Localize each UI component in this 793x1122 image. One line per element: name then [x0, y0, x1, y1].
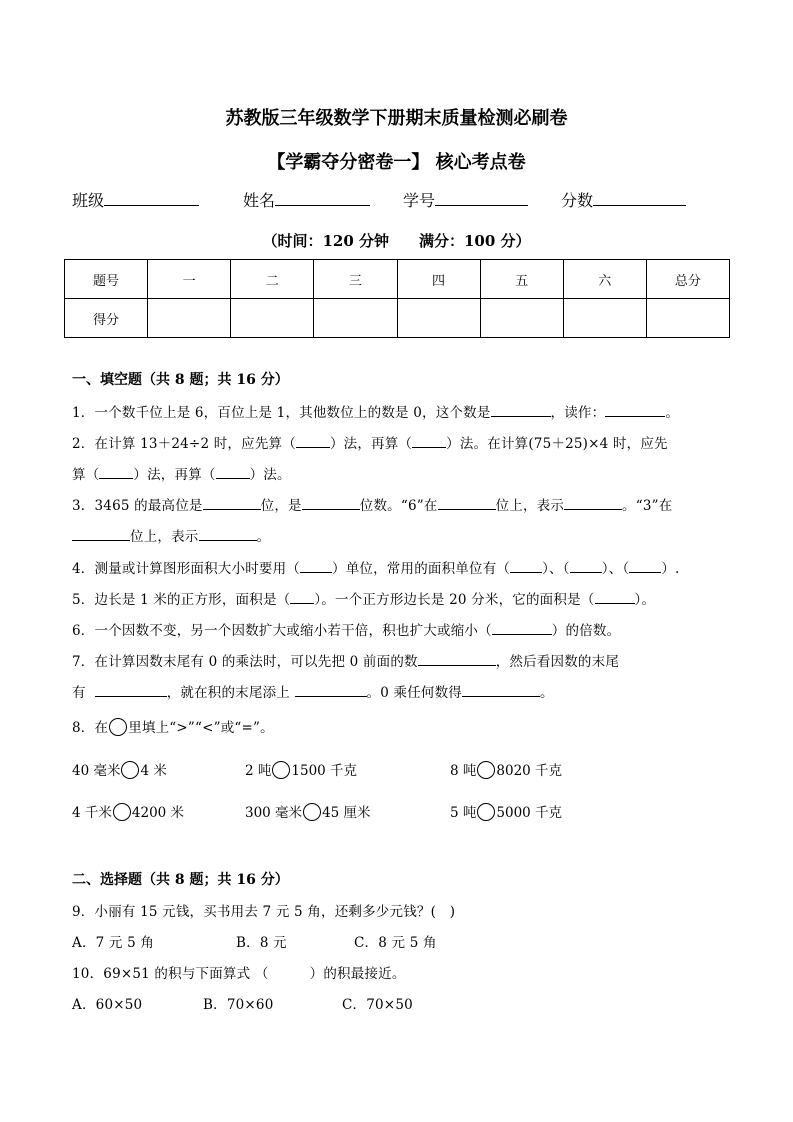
q4-text-b: ）单位，常用的面积单位有（ — [332, 561, 511, 577]
q9-option-c[interactable]: C．8 元 5 角 — [354, 935, 437, 951]
table-cell: 总分 — [646, 260, 729, 299]
q9-option-a[interactable]: A．7 元 5 角 — [72, 935, 155, 951]
class-label: 班级 — [72, 191, 105, 210]
q3-blank-4[interactable] — [564, 497, 622, 510]
compare-circle-input[interactable] — [272, 761, 290, 779]
q10-option-c[interactable]: C．70×50 — [342, 997, 413, 1013]
q2-blank-2[interactable] — [412, 435, 446, 448]
q8-text-b: 里填上“>”“<”或“=”。 — [128, 720, 274, 736]
question-9: 9．小丽有 15 元钱，买书用去 7 元 5 角，还剩多少元钱？( ) — [72, 904, 456, 920]
q5-text-b: ）。一个正方形边长是 20 分米，它的面积是（ — [314, 592, 595, 608]
score-field — [561, 188, 686, 211]
score-input-cell[interactable] — [314, 299, 397, 338]
q7-text-a: 7．在计算因数末尾有 0 的乘法时，可以先把 0 前面的数 — [72, 654, 418, 670]
q7-text-f: 。 — [539, 685, 554, 701]
q4-text-e: ）. — [661, 561, 680, 577]
q4-blank-4[interactable] — [629, 560, 661, 573]
name-field — [243, 188, 370, 211]
q3-text-a: 3．3465 的最高位是 — [72, 498, 203, 514]
name-blank — [275, 191, 370, 206]
compare-left: 4 千米 — [72, 805, 112, 821]
table-cell: 题号 — [65, 260, 148, 299]
q4-blank-1[interactable] — [300, 560, 332, 573]
compare-circle-input[interactable] — [121, 761, 139, 779]
q5-blank-1[interactable] — [290, 591, 314, 604]
number-label: 学号 — [403, 191, 436, 210]
q3-text-d: 位上，表示 — [495, 498, 565, 514]
page-subtitle: 【学霸夺分密卷一】 核心考点卷 — [267, 152, 526, 173]
compare-left: 8 吨 — [450, 763, 477, 779]
q5-text-c: ）。 — [634, 592, 656, 608]
question-8 — [72, 716, 274, 736]
question-2-line-1 — [72, 432, 668, 452]
question-4 — [72, 557, 680, 577]
question-2-line-2 — [72, 463, 291, 483]
q3-blank-6[interactable] — [199, 528, 257, 541]
q1-text-b: ，读作： — [550, 405, 606, 421]
question-7-line-2 — [72, 681, 554, 701]
score-input-cell[interactable] — [563, 299, 646, 338]
q8-text-a: 8．在 — [72, 720, 109, 736]
q9-option-b[interactable]: B．8 元 — [236, 935, 287, 951]
table-cell: 三 — [314, 260, 397, 299]
q2-text-c: ）法。在计算(75＋25)×4 时，应先 — [446, 436, 668, 452]
compare-left: 2 吨 — [245, 763, 272, 779]
table-cell: 得分 — [65, 299, 148, 338]
score-input-cell[interactable] — [148, 299, 231, 338]
q3-blank-2[interactable] — [302, 497, 360, 510]
number-field — [403, 188, 528, 211]
compare-left: 300 毫米 — [245, 805, 303, 821]
table-cell: 五 — [480, 260, 563, 299]
table-cell: 六 — [563, 260, 646, 299]
compare-item-2 — [245, 759, 357, 779]
q5-text-a: 5．边长是 1 米的正方形，面积是（ — [72, 592, 291, 608]
class-blank — [104, 191, 199, 206]
score-input-cell[interactable] — [646, 299, 729, 338]
q4-text-c: ）、（ — [542, 561, 570, 577]
q2-blank-1[interactable] — [296, 435, 330, 448]
q7-blank-3[interactable] — [295, 684, 367, 697]
table-cell: 四 — [397, 260, 480, 299]
circle-icon — [109, 718, 127, 736]
q2-blank-3[interactable] — [99, 466, 133, 479]
q1-blank-1[interactable] — [491, 404, 551, 417]
q3-text-b: 位，是 — [260, 498, 302, 514]
q3-blank-5[interactable] — [72, 528, 130, 541]
question-5 — [72, 588, 655, 608]
compare-left: 40 毫米 — [72, 763, 121, 779]
compare-item-1 — [72, 759, 167, 779]
table-cell: 一 — [148, 260, 231, 299]
q7-text-e: 。0 乘任何数得 — [366, 685, 462, 701]
q2-text-d: 算（ — [72, 467, 100, 483]
number-blank — [435, 191, 528, 206]
compare-circle-input[interactable] — [477, 761, 495, 779]
compare-right: 1500 千克 — [291, 763, 358, 779]
compare-item-6 — [450, 801, 562, 821]
q2-text-e: ）法，再算（ — [133, 467, 216, 483]
q5-blank-2[interactable] — [595, 591, 635, 604]
score-table-header-row — [65, 260, 730, 299]
q7-text-d: ，就在积的末尾添上 — [166, 685, 290, 701]
compare-circle-input[interactable] — [303, 803, 321, 821]
compare-circle-input[interactable] — [477, 803, 495, 821]
q6-text-a: 6．一个因数不变，另一个因数扩大或缩小若干倍，积也扩大或缩小（ — [72, 623, 492, 639]
q10-option-a[interactable]: A．60×50 — [72, 997, 143, 1013]
section1-heading: 一、填空题（共 8 题；共 16 分） — [72, 372, 289, 388]
score-table — [64, 259, 730, 338]
score-input-cell[interactable] — [480, 299, 563, 338]
name-label: 姓名 — [243, 191, 276, 210]
compare-right: 4 米 — [140, 763, 167, 779]
compare-right: 8020 千克 — [496, 763, 563, 779]
page-title: 苏教版三年级数学下册期末质量检测必刷卷 — [225, 108, 568, 129]
q3-text-g: 。 — [256, 529, 271, 545]
q4-text-a: 4．测量或计算图形面积大小时要用（ — [72, 561, 300, 577]
question-3-line-1 — [72, 494, 672, 514]
q2-blank-4[interactable] — [216, 466, 250, 479]
q1-text-a: 1．一个数千位上是 6，百位上是 1，其他数位上的数是 0，这个数是 — [72, 405, 491, 421]
score-table-score-row — [65, 299, 730, 338]
compare-item-5 — [245, 801, 371, 821]
q7-blank-1[interactable] — [418, 653, 496, 666]
compare-right: 45 厘米 — [322, 805, 371, 821]
q2-text-a: 2．在计算 13＋24÷2 时，应先算（ — [72, 436, 296, 452]
compare-left: 5 吨 — [450, 805, 477, 821]
score-label: 分数 — [561, 191, 594, 210]
q7-blank-2[interactable] — [95, 684, 167, 697]
q4-blank-2[interactable] — [510, 560, 542, 573]
compare-item-3 — [450, 759, 562, 779]
q3-text-f: 位上，表示 — [130, 529, 199, 545]
q2-text-b: ）法，再算（ — [329, 436, 413, 452]
q6-text-b: ）的倍数。 — [551, 623, 621, 639]
question-3-line-2 — [72, 525, 270, 545]
section2-heading: 二、选择题（共 8 题；共 16 分） — [72, 872, 289, 888]
q6-blank-1[interactable] — [492, 622, 552, 635]
score-blank — [593, 191, 686, 206]
q4-text-d: ）、（ — [601, 561, 630, 577]
q7-blank-4[interactable] — [462, 684, 540, 697]
time-info: （时间：120 分钟 满分：100 分） — [262, 232, 531, 250]
compare-item-4 — [72, 801, 184, 821]
question-1 — [72, 401, 679, 421]
score-input-cell[interactable] — [231, 299, 314, 338]
question-10: 10．69×51 的积与下面算式 （ ）的积最接近。 — [72, 966, 406, 982]
question-7-line-1 — [72, 650, 619, 670]
compare-circle-input[interactable] — [113, 803, 131, 821]
q4-blank-3[interactable] — [570, 560, 602, 573]
q10-option-b[interactable]: B．70×60 — [203, 997, 274, 1013]
q1-blank-2[interactable] — [605, 404, 665, 417]
question-6 — [72, 619, 620, 639]
table-cell: 二 — [231, 260, 314, 299]
q3-text-e: 。“3”在 — [622, 498, 673, 514]
q7-text-b: ，然后看因数的末尾 — [495, 654, 620, 670]
compare-right: 5000 千克 — [496, 805, 563, 821]
q1-text-c: 。 — [665, 405, 680, 421]
q3-text-c: 位数。“6”在 — [359, 498, 438, 514]
q7-text-c: 有 — [72, 685, 86, 701]
score-input-cell[interactable] — [397, 299, 480, 338]
compare-right: 4200 米 — [131, 805, 185, 821]
class-field — [72, 188, 199, 211]
q3-blank-1[interactable] — [203, 497, 261, 510]
q3-blank-3[interactable] — [438, 497, 496, 510]
q2-text-f: ）法。 — [249, 467, 291, 483]
